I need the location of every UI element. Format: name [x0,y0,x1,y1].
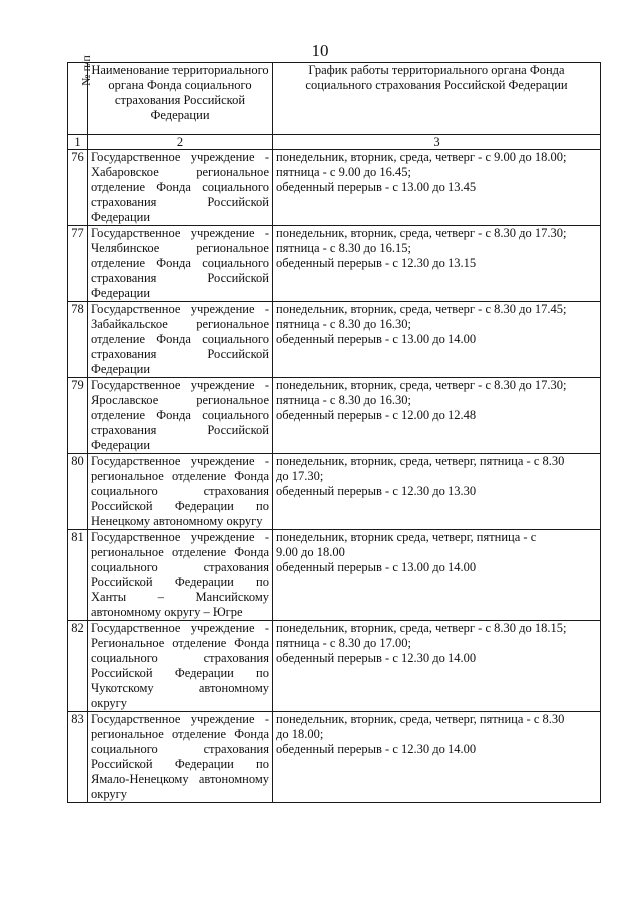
row-number: 80 [68,454,88,530]
column-index-3: 3 [273,135,601,150]
schedule-line: обеденный перерыв - с 12.30 до 13.15 [276,256,477,270]
branch-name-line: Российской Федерации по [91,757,269,771]
branch-name-line: социального страхования [91,560,269,574]
schedule-line: обеденный перерыв - с 13.00 до 13.45 [276,180,477,194]
work-schedule [273,150,601,226]
schedule-line: обеденный перерыв - с 13.00 до 14.00 [276,560,477,574]
branch-name-line: Хабаровское региональное [91,165,269,179]
branch-name-line: страхования Российской [91,271,269,285]
branch-name-line: отделение Фонда социального [91,332,269,346]
branch-name-line: Государственное учреждение - [91,621,269,635]
table-row [68,530,601,621]
branch-name [88,302,273,378]
branch-name-line: Челябинское региональное [91,241,269,255]
branch-name [88,150,273,226]
branch-name-line: страхования Российской [91,347,269,361]
header-name: Наименование территориального органа Фонда социального страхования Российской Федерации [88,63,273,135]
branch-name-line: Российской Федерации по [91,499,269,513]
branch-name-line: Федерации [91,210,151,224]
row-number: 83 [68,712,88,803]
branch-name-line: Государственное учреждение - [91,226,269,240]
branch-name-line: Российской Федерации по [91,666,269,680]
schedule-line: понедельник, вторник, среда, четверг - с 8.30 до 17.30; [276,378,567,392]
work-schedule [273,378,601,454]
branch-name-line: округу [91,787,128,801]
branch-name [88,226,273,302]
branch-name-line: Государственное учреждение - [91,530,269,544]
branch-name-line: Государственное учреждение - [91,378,269,392]
schedule-line: до 18.00; [276,727,324,741]
branch-name-line: страхования Российской [91,423,269,437]
schedule-line: пятница - с 8.30 до 17.00; [276,636,411,650]
work-schedule [273,226,601,302]
table-row [68,378,601,454]
branch-name [88,378,273,454]
branch-name [88,621,273,712]
schedule-line: понедельник, вторник среда, четверг, пятница - с [276,530,537,544]
schedule-line: обеденный перерыв - с 13.00 до 14.00 [276,332,477,346]
branch-name-line: отделение Фонда социального [91,256,269,270]
branches-schedule-table [67,55,601,803]
schedule-line: 9.00 до 18.00 [276,545,345,559]
branch-name [88,454,273,530]
branch-name-line: Ярославское региональное [91,393,269,407]
branch-name-line: Ханты – Мансийскому [91,590,269,604]
schedule-line: обеденный перерыв - с 12.00 до 12.48 [276,408,477,422]
branch-name-line: Государственное учреждение - [91,712,269,726]
table-row [68,454,601,530]
branch-name-line: Федерации [91,362,151,376]
row-number: 77 [68,226,88,302]
branch-name-line: страхования Российской [91,195,269,209]
schedule-line: пятница - с 8.30 до 16.15; [276,241,411,255]
work-schedule [273,454,601,530]
branch-name-line: отделение Фонда социального [91,180,269,194]
branch-name-line: региональное отделение Фонда [91,545,269,559]
schedule-line: понедельник, вторник, среда, четверг, пятница - с 8.30 [276,712,565,726]
branch-name-line: социального страхования [91,651,269,665]
schedule-line: понедельник, вторник, среда, четверг - с 8.30 до 18.15; [276,621,567,635]
branch-name-line: отделение Фонда социального [91,408,269,422]
table-row [68,150,601,226]
table-row [68,712,601,803]
branch-name-line: региональное отделение Фонда [91,469,269,483]
row-number: 79 [68,378,88,454]
schedule-line: обеденный перерыв - с 12.30 до 14.00 [276,651,477,665]
branch-name [88,712,273,803]
column-index-1: 1 [68,135,88,150]
branch-name-line: Государственное учреждение - [91,454,269,468]
table-row [68,302,601,378]
schedule-line: пятница - с 9.00 до 16.45; [276,165,411,179]
schedule-line: понедельник, вторник, среда, четверг - с 9.00 до 18.00; [276,150,567,164]
branch-name-line: округу [91,696,128,710]
row-number: 78 [68,302,88,378]
branch-name-line: региональное отделение Фонда [91,727,269,741]
table-header-row [68,63,601,135]
header-number [68,55,93,135]
column-index-2: 2 [88,135,273,150]
branch-name-line: социального страхования [91,742,269,756]
table-body [68,150,601,803]
header-number-label: № п/п [78,55,93,86]
work-schedule [273,530,601,621]
schedule-line: обеденный перерыв - с 12.30 до 13.30 [276,484,477,498]
work-schedule [273,712,601,803]
branch-name-line: автономному округу – Югре [91,605,243,619]
branch-name-line: Забайкальское региональное [91,317,269,331]
schedule-line: до 17.30; [276,469,324,483]
schedule-line: пятница - с 8.30 до 16.30; [276,393,411,407]
branch-name-line: Чукотскому автономному [91,681,269,695]
branch-name-line: Региональное отделение Фонда [91,636,269,650]
header-schedule: График работы территориального органа Фонда социального страхования Российской Федерации [273,63,601,135]
branch-name-line: Федерации [91,438,151,452]
branch-name-line: Ямало-Ненецкому автономному [91,772,269,786]
row-number: 76 [68,150,88,226]
schedule-line: понедельник, вторник, среда, четверг - с 8.30 до 17.45; [276,302,567,316]
row-number: 81 [68,530,88,621]
column-index-row [68,135,601,150]
branch-name-line: социального страхования [91,484,269,498]
work-schedule [273,302,601,378]
page-number: 10 [311,41,329,60]
branch-name-line: Государственное учреждение - [91,150,269,164]
branch-name-line: Ненецкому автономному округу [91,514,263,528]
table-row [68,226,601,302]
work-schedule [273,621,601,712]
schedule-line: понедельник, вторник, среда, четверг, пятница - с 8.30 [276,454,565,468]
branch-name-line: Государственное учреждение - [91,302,269,316]
branch-name-line: Федерации [91,286,151,300]
branch-name [88,530,273,621]
branch-name-line: Российской Федерации по [91,575,269,589]
table-row [68,621,601,712]
schedule-line: пятница - с 8.30 до 16.30; [276,317,411,331]
row-number: 82 [68,621,88,712]
schedule-line: обеденный перерыв - с 12.30 до 14.00 [276,742,477,756]
schedule-line: понедельник, вторник, среда, четверг - с 8.30 до 17.30; [276,226,567,240]
